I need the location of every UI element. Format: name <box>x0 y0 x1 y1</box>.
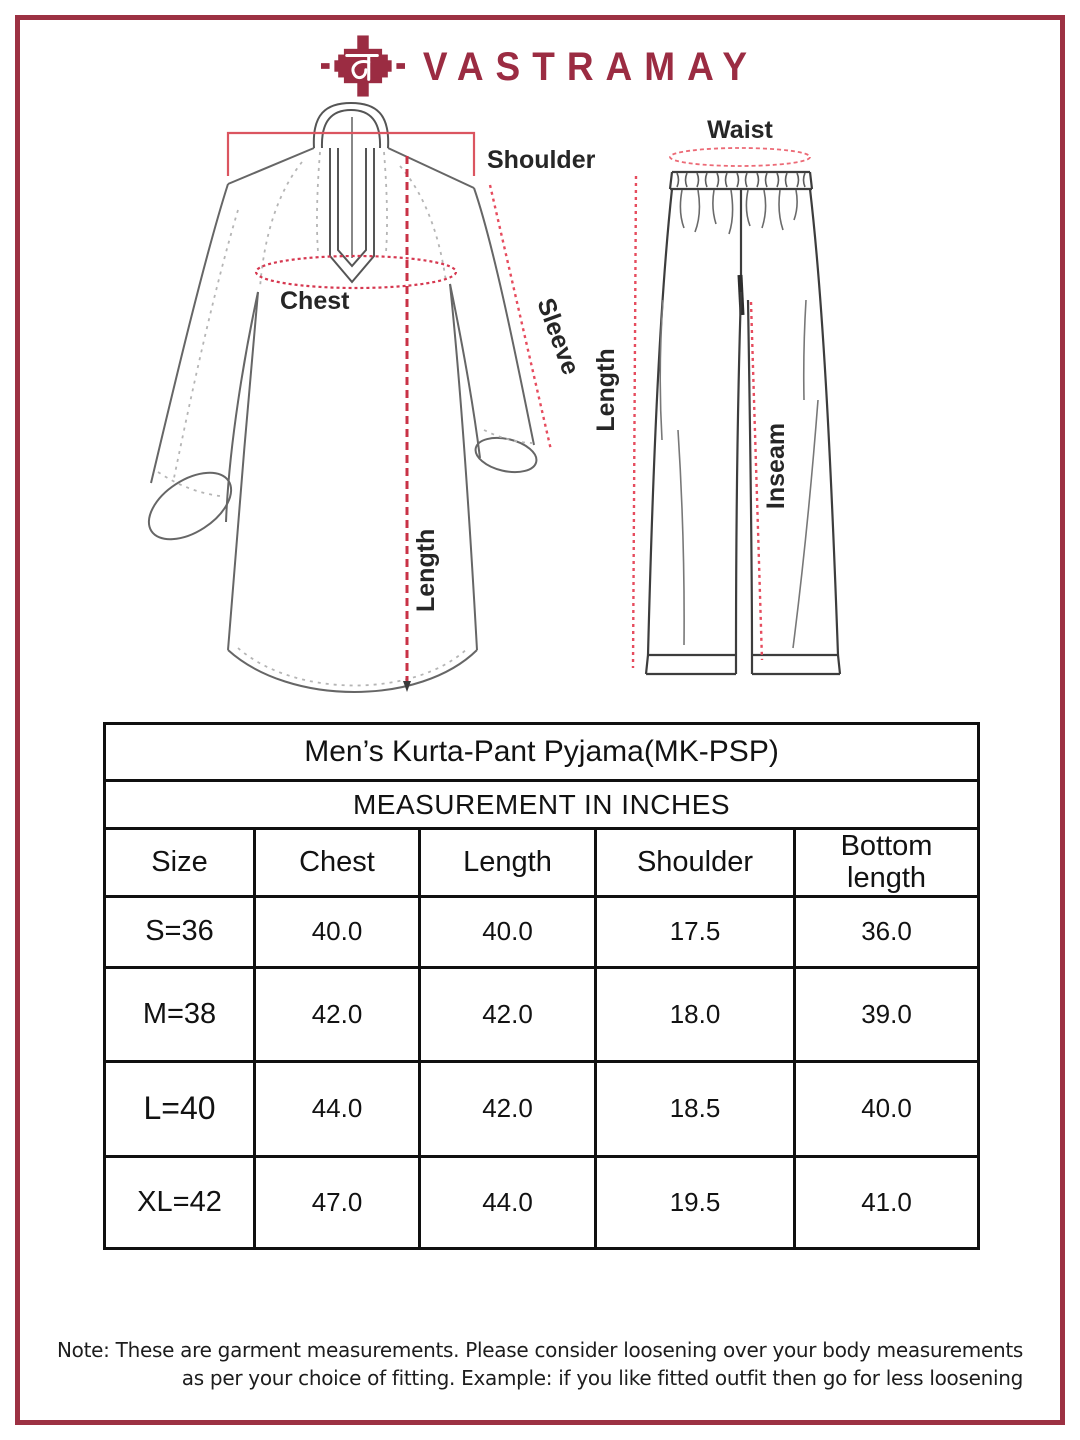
kurta-annotations <box>228 133 551 692</box>
table-row <box>105 1156 979 1248</box>
kurta-sketch <box>137 103 540 692</box>
length-value: 44.0 <box>420 1156 596 1248</box>
table-row <box>105 781 979 829</box>
column-header-size: Size <box>105 829 255 897</box>
pyjama-inseam-label: Inseam <box>762 422 790 510</box>
chest-value: 42.0 <box>255 967 420 1061</box>
table-row <box>105 724 979 781</box>
shoulder-value: 18.0 <box>596 967 795 1061</box>
column-header-chest: Chest <box>255 829 420 897</box>
kurta-shoulder-label: Shoulder <box>487 146 596 174</box>
table-row <box>105 1061 979 1156</box>
kurta-sleeve-label: Sleeve <box>531 294 585 379</box>
chest-value: 40.0 <box>255 896 420 967</box>
column-header-bottom-length: Bottom length <box>795 829 979 897</box>
chart-title: Men’s Kurta-Pant Pyjama(MK-PSP) <box>105 724 979 781</box>
note-line-2: as per your choice of fitting. Example: if you like fitted outfit then go for less loosening <box>181 1366 1023 1390</box>
brand-name: VASTRAMAY <box>422 43 760 89</box>
bottom-length-value: 39.0 <box>795 967 979 1061</box>
pyjama-sketch <box>646 172 840 674</box>
bottom-length-value: 36.0 <box>795 896 979 967</box>
bottom-length-value: 40.0 <box>795 1061 979 1156</box>
size-chart-table <box>103 722 980 1250</box>
column-header-shoulder: Shoulder <box>596 829 795 897</box>
pyjama-waist-label: Waist <box>707 116 773 144</box>
shoulder-value: 18.5 <box>596 1061 795 1156</box>
size-value: L=40 <box>105 1061 255 1156</box>
shoulder-value: 19.5 <box>596 1156 795 1248</box>
kurta-chest-label: Chest <box>280 287 350 315</box>
shoulder-value: 17.5 <box>596 896 795 967</box>
note-line-1: Note: These are garment measurements. Please consider loosening over your body measurements <box>57 1338 1023 1362</box>
chest-value: 47.0 <box>255 1156 420 1248</box>
measurement-note <box>57 1336 1023 1392</box>
length-value: 42.0 <box>420 1061 596 1156</box>
pyjama-length-label: Length <box>592 348 620 432</box>
length-value: 40.0 <box>420 896 596 967</box>
bottom-length-value: 41.0 <box>795 1156 979 1248</box>
chart-subtitle: MEASUREMENT IN INCHES <box>105 781 979 829</box>
size-value: M=38 <box>105 967 255 1061</box>
table-row <box>105 896 979 967</box>
size-value: XL=42 <box>105 1156 255 1248</box>
size-value: S=36 <box>105 896 255 967</box>
table-row <box>105 967 979 1061</box>
chest-value: 44.0 <box>255 1061 420 1156</box>
table-header-row <box>105 829 979 897</box>
pyjama-annotations <box>633 148 810 668</box>
length-value: 42.0 <box>420 967 596 1061</box>
column-header-length: Length <box>420 829 596 897</box>
kurta-length-label: Length <box>412 528 440 612</box>
